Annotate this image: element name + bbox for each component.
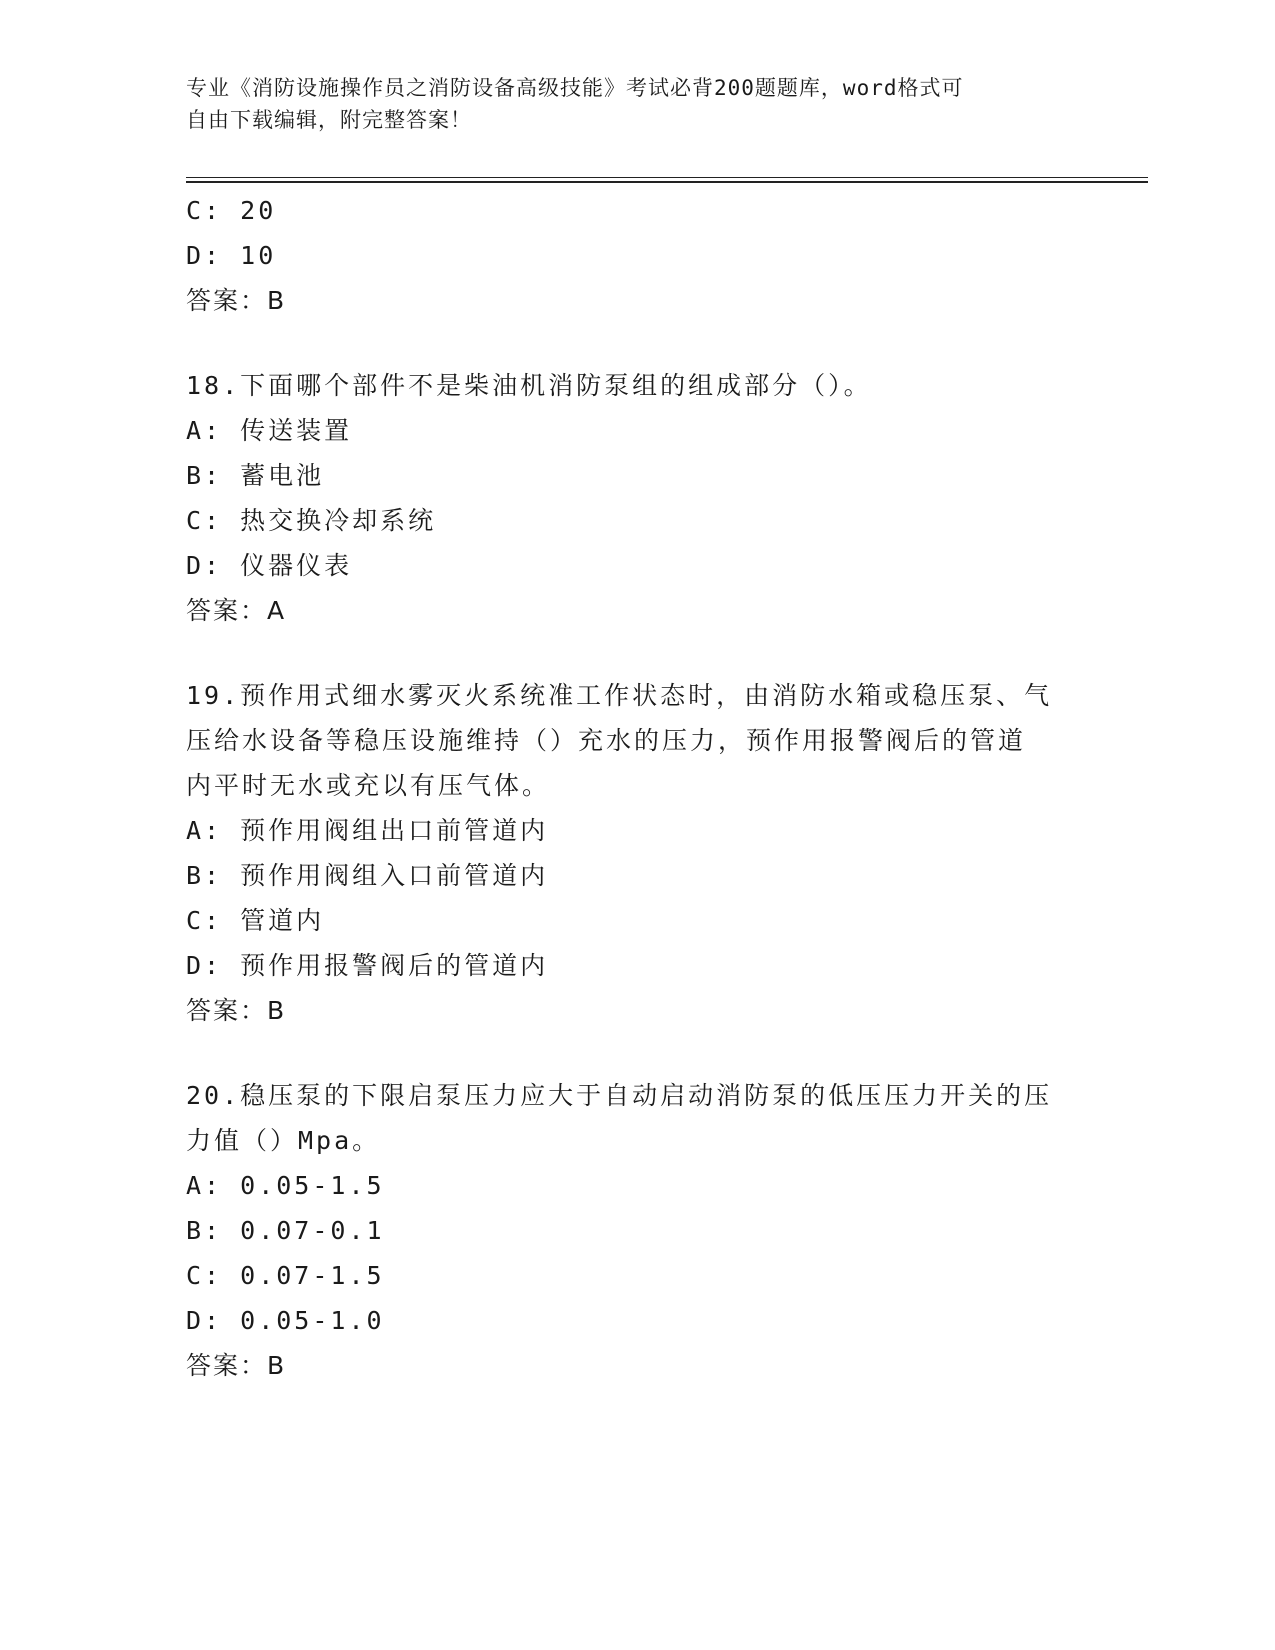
option-d: D: 仪器仪表: [186, 551, 353, 580]
option-c: C: 热交换冷却系统: [186, 506, 437, 535]
question-18: [186, 363, 1086, 633]
option-d: D: 预作用报警阀后的管道内: [186, 951, 549, 980]
header-divider-thick: [186, 181, 1148, 183]
answer: 答案：B: [186, 286, 287, 315]
question-20: [186, 1073, 1086, 1388]
header-line-1: 专业《消防设施操作员之消防设备高级技能》考试必背200题题库，word格式可: [186, 76, 964, 100]
document-header: [186, 72, 1066, 136]
question-text: [186, 1073, 1086, 1163]
header-line-2: 自由下载编辑，附完整答案！: [186, 108, 472, 132]
option-d: D: 10: [186, 241, 277, 270]
answer: 答案：B: [186, 1351, 287, 1380]
question-line: 19.预作用式细水雾灭火系统准工作状态时，由消防水箱或稳压泵、气: [186, 681, 1053, 710]
question-17-tail: [186, 188, 1086, 323]
question-line: 20.稳压泵的下限启泵压力应大于自动启动消防泵的低压压力开关的压: [186, 1081, 1053, 1110]
option-c: C: 管道内: [186, 906, 325, 935]
option-a: A: 传送装置: [186, 416, 353, 445]
question-19: [186, 673, 1086, 1033]
answer: 答案：B: [186, 996, 287, 1025]
question-text: [186, 673, 1086, 808]
option-b: B: 蓄电池: [186, 461, 325, 490]
option-c: C: 0.07-1.5: [186, 1261, 385, 1290]
option-a: A: 0.05-1.5: [186, 1171, 385, 1200]
option-a: A: 预作用阀组出口前管道内: [186, 816, 549, 845]
answer: 答案：A: [186, 596, 287, 625]
question-line: 力值（）Mpa。: [186, 1126, 381, 1155]
option-c: C: 20: [186, 196, 277, 225]
question-list: [186, 188, 1086, 1388]
option-d: D: 0.05-1.0: [186, 1306, 385, 1335]
header-divider-thin: [186, 177, 1148, 178]
question-line: 内平时无水或充以有压气体。: [186, 771, 551, 800]
question-line: 压给水设备等稳压设施维持（）充水的压力，预作用报警阀后的管道: [186, 726, 1027, 755]
option-b: B: 0.07-0.1: [186, 1216, 385, 1245]
question-line: 18.下面哪个部件不是柴油机消防泵组的组成部分（）。: [186, 371, 872, 400]
option-b: B: 预作用阀组入口前管道内: [186, 861, 549, 890]
question-text: [186, 363, 1086, 408]
